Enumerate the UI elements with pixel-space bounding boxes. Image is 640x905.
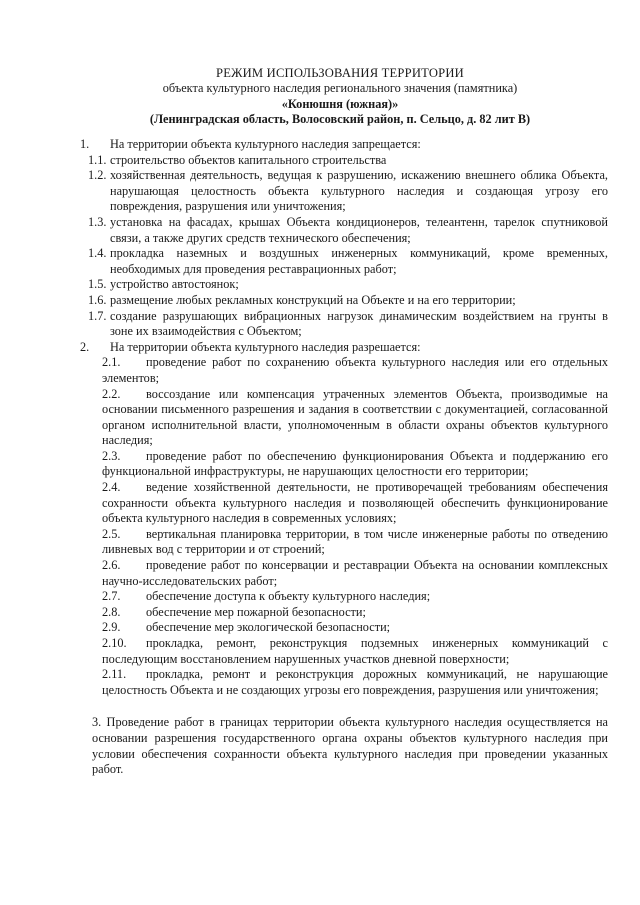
item-number: 1.5. — [88, 277, 107, 292]
item-number: 2.2. — [102, 386, 121, 401]
list-item — [80, 527, 608, 558]
item-number: 1.7. — [88, 308, 107, 323]
list-item — [80, 589, 608, 605]
item-number: 2.1. — [102, 355, 121, 370]
item-number: 2.11. — [102, 667, 127, 682]
list-item — [80, 293, 608, 309]
item-number: 1.3. — [88, 214, 107, 229]
list-item — [80, 480, 608, 527]
item-number: 2.4. — [102, 480, 121, 495]
list-item — [80, 620, 608, 636]
item-number: 1.4. — [88, 246, 107, 261]
list-item — [80, 449, 608, 480]
section-1-list — [80, 153, 608, 340]
list-item — [80, 558, 608, 589]
item-number: 1.2. — [88, 168, 107, 183]
item-text: обеспечение доступа к объекту культурного наследия; — [146, 589, 431, 604]
item-text: проведение работ по обеспечению функционирования Объекта и поддержанию его функциональной инфраструктуры, не нарушающих целостности его территории; — [102, 448, 608, 479]
list-item — [80, 355, 608, 386]
item-text: вертикальная планировка территории, в том числе инженерные работы по отведению ливневых вод с территории и от строений; — [102, 526, 608, 557]
item-number: 2.3. — [102, 448, 121, 463]
item-text: хозяйственная деятельность, ведущая к разрушению, искажению внешнего облика Объекта, нарушающая целостность объекта культурного наследия и создающая угрозу его повреждения, разрушения или уничтожения; — [110, 168, 608, 214]
section-2-list — [80, 355, 608, 698]
item-text: строительство объектов капитального строительства — [110, 152, 387, 167]
item-text: размещение любых рекламных конструкций на Объекте и на его территории; — [110, 292, 516, 307]
item-text: обеспечение мер пожарной безопасности; — [146, 604, 366, 619]
object-address: (Ленинградская область, Волосовский район, п. Сельцо, д. 82 лит В) — [149, 112, 531, 127]
document-header — [80, 66, 600, 128]
item-number: 2.8. — [102, 604, 121, 619]
item-text: воссоздание или компенсация утраченных элементов Объекта, производимые на основании письменного разрешения и задания в соответствии с документацией, согласованной органом исполнительной власти, уполномоченным в области охраны объектов культурного наследия; — [102, 386, 608, 448]
item-text: создание разрушающих вибрационных нагрузок динамическим воздействием на грунты в зоне их взаимодействия с Объектом; — [110, 308, 608, 339]
section-2-heading — [80, 340, 608, 356]
list-item — [80, 309, 608, 340]
section-number: 2. — [80, 339, 90, 354]
item-number: 1.6. — [88, 292, 107, 307]
item-text: установка на фасадах, крышах Объекта кондиционеров, телеантенн, тарелок спутниковой связи, а также других средств технического обеспечения; — [110, 214, 608, 245]
item-number: 2.6. — [102, 558, 121, 573]
list-item — [80, 387, 608, 449]
item-text: прокладка, ремонт и реконструкция дорожных коммуникаций, не нарушающие целостность Объекта и не создающих угрозы его повреждения, разрушения или уничтожения; — [102, 667, 608, 697]
section-heading-text: На территории объекта культурного наследия разрешается: — [110, 339, 421, 354]
section-heading-text: На территории объекта культурного наследия запрещается: — [110, 137, 421, 151]
list-item — [80, 605, 608, 621]
list-item — [80, 667, 608, 698]
item-number: 2.10. — [102, 636, 127, 650]
list-item — [80, 168, 608, 215]
list-item — [80, 215, 608, 246]
object-name: «Конюшня (южная)» — [281, 96, 399, 111]
item-text: прокладка, ремонт, реконструкция подземных инженерных коммуникаций с последующим восстановлением нарушенных участков дневной поверхности; — [102, 636, 608, 666]
document-subtitle: объекта культурного наследия регионального значения (памятника) — [162, 81, 518, 96]
section-3-paragraph: 3. Проведение работ в границах территории объекта культурного наследия осуществляется на основании разрешения государственного органа охраны объектов культурного наследия при условии обеспечения сохранности объекта культурного наследия при проведении указанных работ. — [92, 715, 608, 777]
section-number: 1. — [80, 137, 90, 151]
item-number: 2.7. — [102, 589, 121, 604]
item-text: устройство автостоянок; — [110, 277, 239, 292]
item-text: проведение работ по консервации и реставрации Объекта на основании комплексных научно-исследовательских работ; — [102, 558, 608, 588]
document-title: РЕЖИМ ИСПОЛЬЗОВАНИЯ ТЕРРИТОРИИ — [216, 66, 464, 80]
list-item — [80, 277, 608, 293]
item-number: 1.1. — [88, 152, 107, 167]
item-text: обеспечение мер экологической безопасности; — [146, 620, 391, 635]
list-item — [80, 153, 608, 169]
document-body — [80, 137, 608, 778]
item-text: прокладка наземных и воздушных инженерных коммуникаций, кроме временных, необходимых для проведения реставрационных работ; — [110, 246, 608, 276]
item-text: ведение хозяйственной деятельности, не противоречащей требованиям обеспечения сохранности объекта культурного наследия и позволяющей обеспечить функционирование объекта культурного наследия в современных условиях; — [102, 480, 608, 526]
item-text: проведение работ по сохранению объекта культурного наследия или его отдельных элементов; — [102, 355, 608, 385]
list-item — [80, 636, 608, 667]
item-number: 2.5. — [102, 526, 121, 541]
section-1-heading — [80, 137, 608, 153]
list-item — [80, 246, 608, 277]
item-number: 2.9. — [102, 620, 121, 635]
